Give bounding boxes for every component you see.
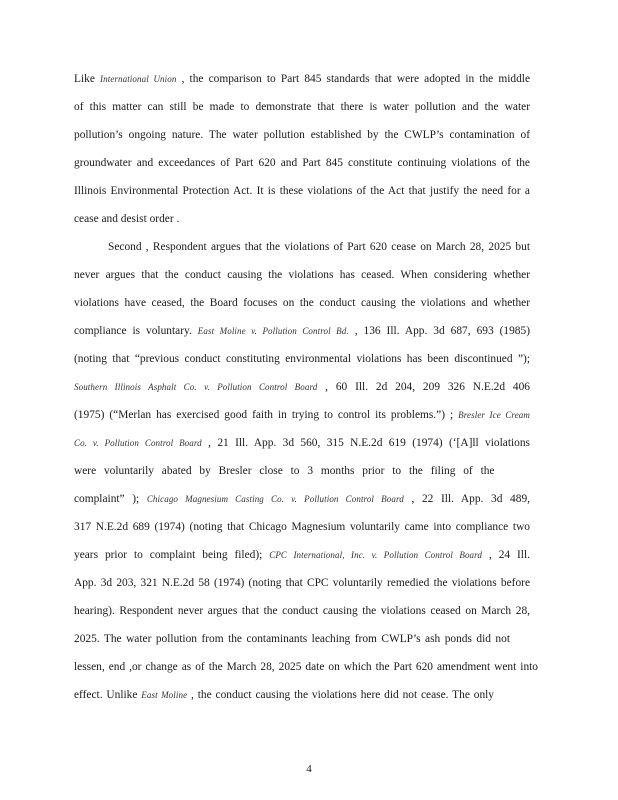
text-line: 317 N.E.2d 689 (1974) (noting that Chicago Magnesium voluntarily came into compliance two: [74, 521, 530, 533]
text-line: Like International Union , the comparison to Part 845 standards that were adopted in the middle: [74, 73, 530, 85]
text-line: (noting that “previous conduct constituting environmental violations has been discontinued ”);: [74, 353, 530, 365]
page-number: 4: [306, 763, 312, 775]
text-line: App. 3d 203, 321 N.E.2d 58 (1974) (noting that CPC voluntarily remedied the violations before: [74, 577, 530, 589]
text-line: effect. Unlike East Moline , the conduct causing the violations here did not cease. The only: [74, 689, 494, 701]
case-citation: Chicago Magnesium Casting Co. v. Pollution Control Board: [146, 494, 404, 504]
text-line: compliance is voluntary. East Moline v. Pollution Control Bd. , 136 Ill. App. 3d 687, 693 (1985): [74, 325, 530, 337]
text-line: 2025. The water pollution from the contaminants leaching from CWLP’s ash ponds did not: [74, 633, 510, 645]
case-citation: East Moline v. Pollution Control Bd.: [197, 326, 349, 336]
text-line: (1975) (“Merlan has exercised good faith in trying to control its problems.”) ; Bresler Ice Cream: [74, 409, 530, 421]
text-line: were voluntarily abated by Bresler close to 3 months prior to the filing of the: [74, 465, 495, 477]
text-line: Second , Respondent argues that the violations of Part 620 cease on March 28, 2025 but: [108, 241, 530, 253]
text-line: groundwater and exceedances of Part 620 and Part 845 constitute continuing violations of the: [74, 157, 530, 169]
text-line: pollution’s ongoing nature. The water pollution established by the CWLP’s contamination of: [74, 129, 530, 141]
case-citation: East Moline: [141, 690, 188, 700]
text-line: violations have ceased, the Board focuses on the conduct causing the violations and whether: [74, 297, 530, 309]
case-citation: International Union: [100, 74, 177, 84]
text-line: Illinois Environmental Protection Act. It is these violations of the Act that justify the need for a: [74, 185, 530, 197]
text-line: lessen, end ,or change as of the March 28, 2025 date on which the Part 620 amendment went into: [74, 661, 538, 673]
text-line: hearing). Respondent never argues that the conduct causing the violations ceased on March 28,: [74, 605, 530, 617]
text-line: complaint” ); Chicago Magnesium Casting Co. v. Pollution Control Board , 22 Ill. App. 3d 489,: [74, 493, 530, 505]
text-line: Southern Illinois Asphalt Co. v. Pollution Control Board , 60 Ill. 2d 204, 209 326 N.E.2d 406: [74, 381, 530, 393]
text-line: years prior to complaint being filed); CPC International, Inc. v. Pollution Control Board , 24 Ill.: [74, 549, 530, 561]
text-line: cease and desist order .: [74, 213, 180, 225]
case-citation: Bresler Ice Cream: [458, 410, 530, 420]
text-line: never argues that the conduct causing the violations has ceased. When considering whether: [74, 269, 530, 281]
case-citation: Co. v. Pollution Control Board: [74, 438, 202, 448]
text-line: Co. v. Pollution Control Board , 21 Ill. App. 3d 560, 315 N.E.2d 619 (1974) (‘[A]ll violations: [74, 437, 530, 449]
case-citation: CPC International, Inc. v. Pollution Control Board: [269, 550, 483, 560]
case-citation: Southern Illinois Asphalt Co. v. Pollution Control Board: [74, 382, 318, 392]
text-line: of this matter can still be made to demonstrate that there is water pollution and the water: [74, 101, 530, 113]
